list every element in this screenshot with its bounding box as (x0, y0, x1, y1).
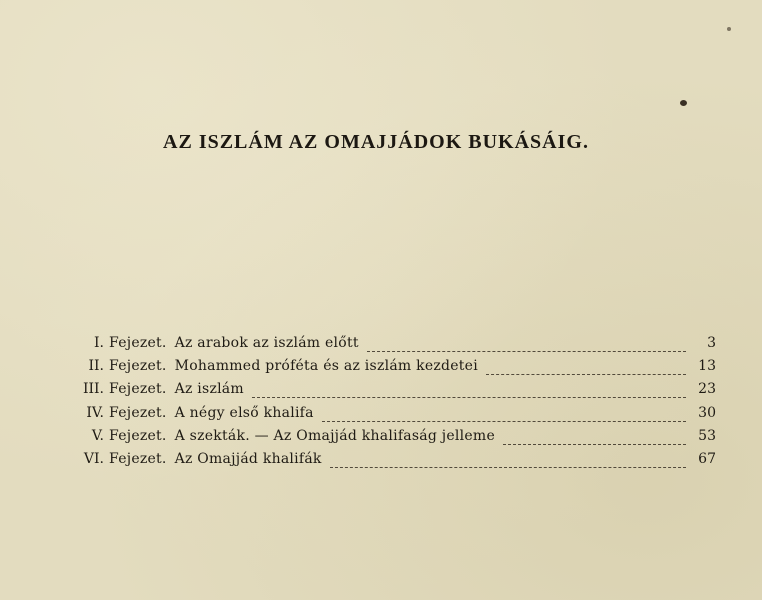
dot-leader (503, 444, 686, 445)
ink-speck (727, 27, 731, 31)
page-number: 13 (698, 358, 716, 375)
chapter-label: Fejezet. (109, 335, 167, 351)
chapter-title: A négy első khalifa (174, 404, 314, 421)
toc-row (64, 451, 716, 474)
toc-row (64, 428, 716, 451)
chapter-label: Fejezet. (109, 450, 167, 467)
chapter-numeral: VI. (83, 450, 104, 467)
chapter-label: Fejezet. (109, 404, 167, 421)
table-of-contents (64, 335, 716, 474)
ink-speck (680, 100, 687, 106)
dot-leader (322, 421, 686, 422)
dot-leader (252, 397, 686, 398)
page-number: 3 (707, 335, 716, 351)
dot-leader (486, 374, 686, 375)
dot-leader (330, 467, 686, 468)
page-number: 30 (698, 404, 716, 421)
chapter-label: Fejezet. (109, 358, 167, 375)
page-number: 53 (698, 427, 716, 444)
toc-row (64, 381, 716, 404)
chapter-title: Az arabok az iszlám előtt (174, 335, 359, 351)
chapter-numeral: V. (91, 427, 104, 444)
page-number: 23 (698, 381, 716, 398)
chapter-numeral: III. (82, 381, 104, 398)
chapter-numeral: I. (94, 335, 104, 351)
dot-leader (367, 351, 686, 352)
toc-row (64, 405, 716, 428)
toc-row (64, 335, 716, 358)
chapter-numeral: IV. (86, 404, 104, 421)
chapter-title: Az iszlám (174, 381, 244, 398)
page-title: AZ ISZLÁM AZ OMAJJÁDOK BUKÁSÁIG. (163, 131, 589, 153)
page-number: 67 (698, 450, 716, 467)
chapter-title: A szekták. — Az Omajjád khalifaság jelleme (174, 427, 495, 444)
chapter-label: Fejezet. (109, 427, 167, 444)
chapter-label: Fejezet. (109, 381, 167, 398)
chapter-numeral: II. (88, 358, 104, 375)
toc-row (64, 358, 716, 381)
chapter-title: Az Omajjád khalifák (174, 450, 322, 467)
chapter-title: Mohammed próféta és az iszlám kezdetei (174, 358, 478, 375)
